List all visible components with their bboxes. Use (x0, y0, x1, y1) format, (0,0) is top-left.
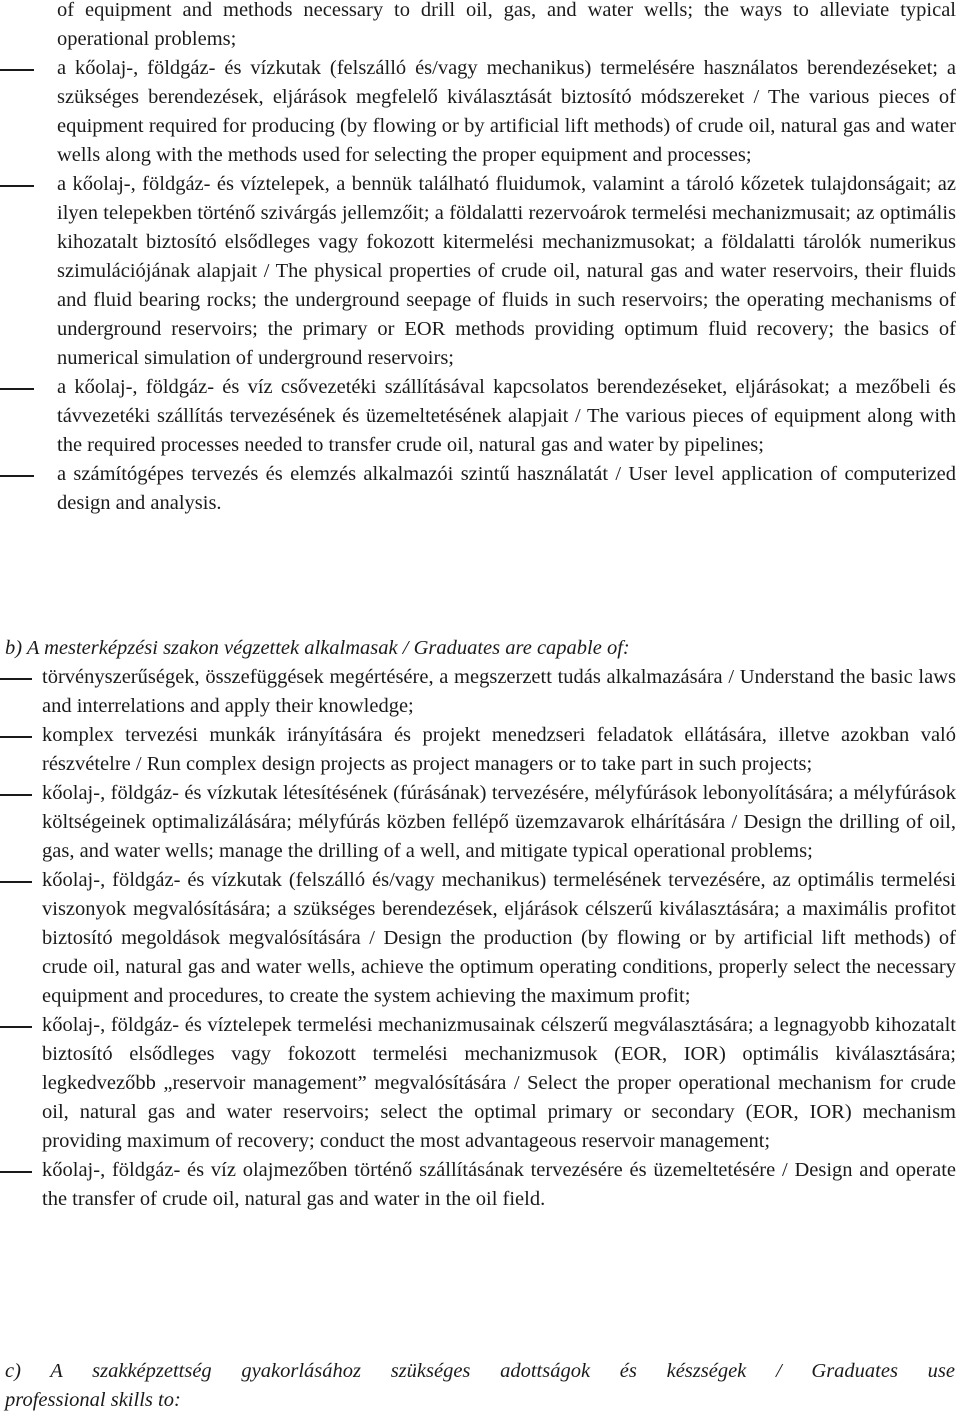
dash-bullet-icon (0, 388, 34, 390)
list-item (0, 54, 956, 170)
list-item-text: a számítógépes tervezés és elemzés alkalmazói szintű használatát / User level application of computerized design and analysis. (57, 463, 956, 514)
list-item (0, 779, 956, 866)
list-item-continuation: of equipment and methods necessary to drill oil, gas, and water wells; the ways to alleviate typical operational problems; (57, 0, 956, 50)
section-b-heading: b) A mesterképzési szakon végzettek alkalmasak / Graduates are capable of: (5, 637, 630, 659)
list-item (0, 460, 956, 518)
section-b (0, 634, 956, 1214)
list-item-text: kőolaj-, földgáz- és vízkutak létesítésének (fúrásának) tervezésére, mélyfúrások lebonyolítására; a mélyfúrások költségeinek optimalizálására; mélyfúrás közben fellépő üzemzavarok elhárítására / Design the drilling of oil, gas, and water wells; manage the drilling of a well, and mitigate typical operational problems; (42, 782, 956, 862)
list-item-text: a kőolaj-, földgáz- és vízkutak (felszálló és/vagy mechanikus) termelésére használatos berendezéseket; a szükséges berendezések, eljárások megfelelő kiválasztását biztosító módszereket / The various pieces of equipment required for producing (by flowing or by artificial lift methods) of crude oil, natural gas and water wells along with the methods used for selecting the proper equipment and processes; (57, 57, 956, 166)
dash-bullet-icon (0, 1026, 32, 1028)
list-item (0, 721, 956, 779)
list-item-text: törvényszerűségek, összefüggések megértésére, a megszerzett tudás alkalmazására / Understand the basic laws and interrelations and apply their knowledge; (42, 666, 956, 717)
dash-bullet-icon (0, 678, 32, 680)
list-item (0, 1156, 956, 1214)
dash-bullet-icon (0, 185, 34, 187)
section-c-heading-line1: c) A szakképzettség gyakorlásához szükséges adottságok és készségek / Graduates use (5, 1360, 955, 1382)
list-item-text: kőolaj-, földgáz- és vízkutak (felszálló és/vagy mechanikus) termelésének tervezésére, az optimális termelési viszonyok megvalósítására; a szükséges berendezések, eljárások célszerű kiválasztására; a maximális profitot biztosító megoldások megvalósítására / Design the production (by flowing or by artificial lift methods) of crude oil, natural gas and water wells, achieve the optimum operating conditions, properly select the necessary equipment and procedures, to create the system achieving the maximum profit; (42, 869, 956, 1007)
list-item (0, 170, 956, 373)
list-item-text: a kőolaj-, földgáz- és víztelepek, a bennük található fluidumok, valamint a tároló kőzetek tulajdonságait; az ilyen telepekben történő szivárgás jellemzőit; a földalatti rezervoárok termelési mechanizmusait; az optimális kihozatalt biztosító elsődleges vagy fokozott kitermelési mechanizmusokat; a földalatti tárolók numerikus szimulációjának alapjait / The physical properties of crude oil, natural gas and water reservoirs, their fluids and fluid bearing rocks; the underground seepage of fluids in such reservoirs; the operating mechanisms of underground reservoirs; the primary or EOR methods providing optimum fluid recovery; the basics of numerical simulation of underground reservoirs; (57, 173, 956, 369)
list-item (0, 663, 956, 721)
list-item-text: kőolaj-, földgáz- és víz olajmezőben történő szállításának tervezésére és üzemeltetésére / Design and operate the transfer of crude oil, natural gas and water in the oil field. (42, 1159, 956, 1210)
list-item (0, 1011, 956, 1156)
list-item (0, 866, 956, 1011)
dash-bullet-icon (0, 1171, 32, 1173)
dash-bullet-icon (0, 69, 34, 71)
list-item-text: a kőolaj-, földgáz- és víz csővezetéki szállításával kapcsolatos berendezéseket, eljárásokat; a mezőbeli és távvezetéki szállítás tervezésének és üzemeltetésének alapjait / The various pieces of equipment along with the required processes needed to transfer crude oil, natural gas and water by pipelines; (57, 376, 956, 456)
list-item-text: komplex tervezési munkák irányítására és projekt menedzseri feladatok ellátására, illetve azokban való részvételre / Run complex design projects as project managers or to take part in such projects; (42, 724, 956, 775)
dash-bullet-icon (0, 736, 32, 738)
dash-bullet-icon (0, 794, 32, 796)
section-c (0, 1357, 956, 1415)
dash-bullet-icon (0, 475, 34, 477)
section-a-list (0, 0, 956, 518)
list-item (0, 373, 956, 460)
list-item-text: kőolaj-, földgáz- és víztelepek termelési mechanizmusainak célszerű megválasztására; a legnagyobb kihozatalt biztosító elsődleges vagy fokozott termelési mechanizmusok (EOR, IOR) optimális kiválasztására; legkedvezőbb „reservoir management” megvalósítására / Select the proper operational mechanism for crude oil, natural gas and water reservoirs; select the optimal primary or secondary (EOR, IOR) mechanism providing maximum of recovery; conduct the most advantageous reservoir management; (42, 1014, 956, 1152)
section-c-heading-line2: professional skills to: (5, 1389, 181, 1411)
dash-bullet-icon (0, 881, 32, 883)
